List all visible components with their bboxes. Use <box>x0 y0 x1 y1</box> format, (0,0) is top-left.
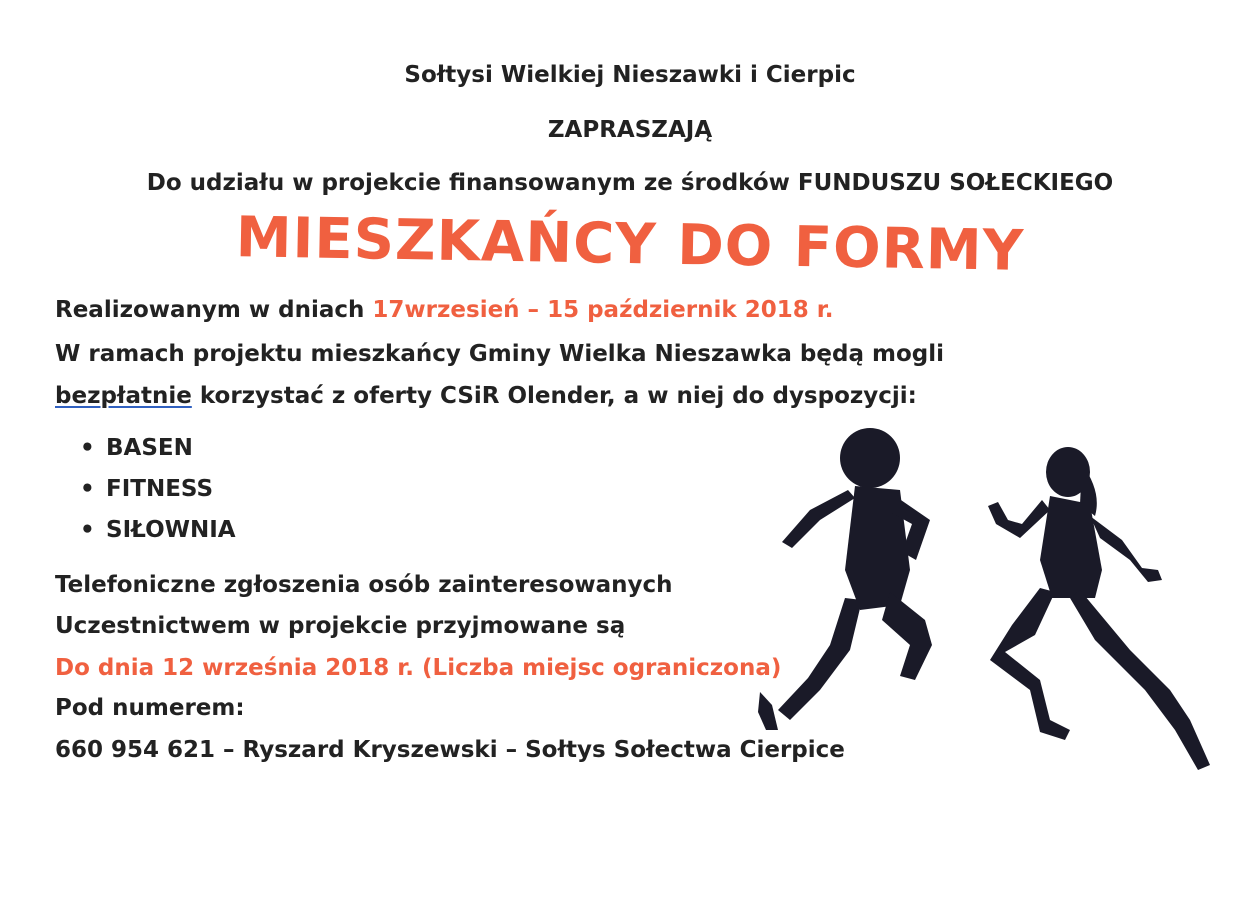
running-silhouettes-icon <box>750 420 1230 800</box>
free-word: bezpłatnie <box>55 383 192 409</box>
registration-line-2: Uczestnictwem w projekcie przyjmowane są <box>55 613 626 639</box>
dates-line <box>55 297 834 323</box>
headline: MIESZKAŃCY DO FORMY <box>235 205 1025 284</box>
invite-line: ZAPRASZAJĄ <box>547 117 713 143</box>
list-item: • BASEN <box>80 430 236 471</box>
organizers-line: Sołtysi Wielkiej Nieszawki i Cierpic <box>404 62 856 88</box>
intro-line-2 <box>55 383 917 409</box>
dates-range: 17wrzesień – 15 październik 2018 r. <box>372 297 834 323</box>
list-item: • FITNESS <box>80 471 236 512</box>
intro-line-2-rest: korzystać z oferty CSiR Olender, a w niej do dyspozycji: <box>191 383 917 409</box>
male-runner-icon <box>758 428 932 730</box>
registration-deadline: Do dnia 12 września 2018 r. (Liczba miejsc ograniczona) <box>55 655 782 681</box>
list-item: • SIŁOWNIA <box>80 512 236 553</box>
dates-prefix: Realizowanym w dniach <box>55 297 373 323</box>
contact-line: 660 954 621 – Ryszard Kryszewski – Sołtys Sołectwa Cierpice <box>55 737 845 763</box>
number-label: Pod numerem: <box>55 695 245 721</box>
registration-line-1: Telefoniczne zgłoszenia osób zainteresowanych <box>55 572 673 598</box>
female-runner-icon <box>988 447 1210 770</box>
participation-line: Do udziału w projekcie finansowanym ze środków FUNDUSZU SOŁECKIEGO <box>146 170 1114 196</box>
intro-line-1: W ramach projektu mieszkańcy Gminy Wielka Nieszawka będą mogli <box>55 341 944 367</box>
offer-list <box>80 430 236 553</box>
